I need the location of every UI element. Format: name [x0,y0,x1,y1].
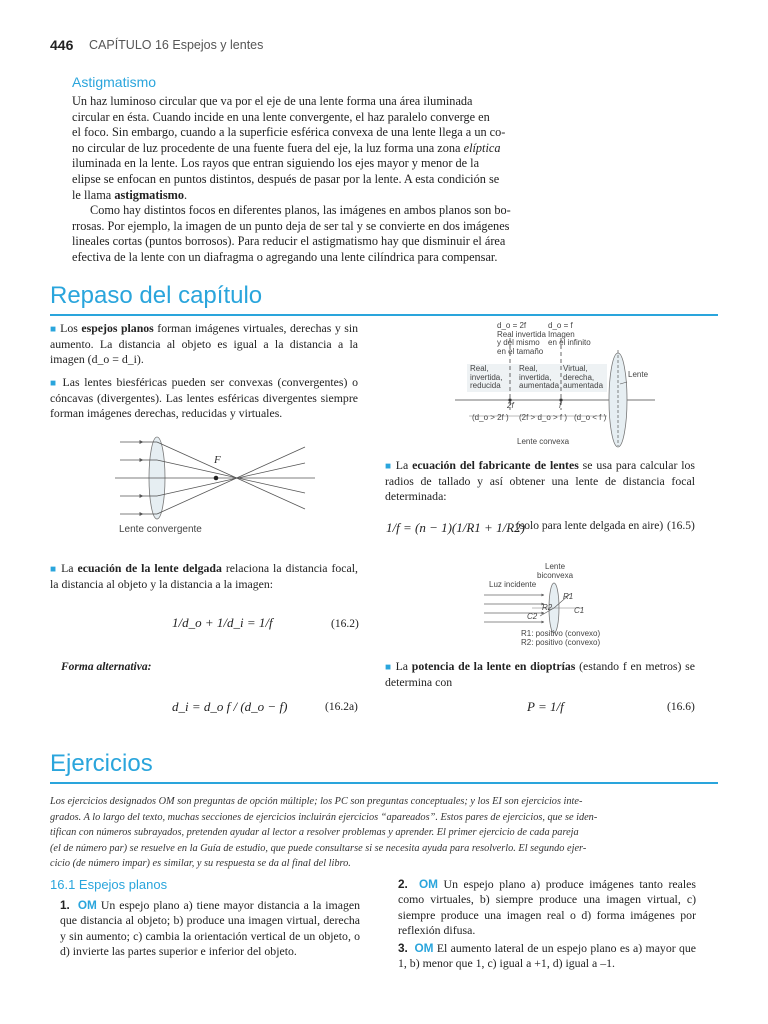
r2-sign-note: R2: positivo (convexo) [521,638,601,647]
astigmatism-paragraph-1: Un haz luminoso circular que va por el eje de una lente forma una área iluminada circular en ésta. Cuando incide en una lente convergente, el haz paralelo converge en el foco. Sin embargo, cuando a la superficie esférica convexa de una lente llega a un co- no circular de luz procedente de una fuente fuera del eje, la luz forma una zona elíptica iluminada en la lente. Los rayos que entran siguiendo los ejes mayor y menor de la elipse se enfocan en puntos distintos, después de pasar por la lente. A esta condición se le llama astigmatismo. [72,94,506,202]
bullet-lens-power: ■ La potencia de la lente en dioptrías (estando f en metros) se determina con [385,659,695,690]
bullet-icon: ■ [50,564,58,575]
exercises-heading: Ejercicios [50,750,153,777]
convex-lens-caption: Lente convexa [517,437,570,446]
equation-number-16-6: (16.6) [667,701,695,713]
running-header: CAPÍTULO 16 Espejos y lentes [89,38,264,52]
label-do-f: d_o = f Imagen en el infinito [548,321,591,347]
equation-number-16-2: (16.2) [331,618,359,630]
bullet-icon: ■ [50,324,57,335]
r1-label: R1 [563,592,574,601]
c1-label: C1 [574,606,585,615]
r1-sign-note: R1: positivo (convexo) [521,629,601,638]
mark-f: f [559,401,562,410]
exercises-rule [50,782,718,784]
review-rule [50,314,718,316]
bullet-icon: ■ [385,662,392,673]
bullet-lenses: ■ Las lentes biesféricas pueden ser convexas (convergentes) o cóncavas (divergentes). Las lentes esféricas divergentes siempre forman imágenes derechas, reducidas y virtuales. [50,375,358,420]
converging-lens-caption: Lente convergente [119,524,202,535]
equation-16-2: 1/d_o + 1/d_i = 1/f [172,615,273,630]
astigmatism-heading: Astigmatismo [72,74,157,90]
equation-16-2a: d_i = d_o f / (d_o − f) [172,699,288,714]
exercises-intro: Los ejercicios designados OM son preguntas de opción múltiple; los PC son preguntas conceptuales; y los EI son ejercicios inte- grados. A lo largo del texto, muchas secciones de ejercicios incluirán ejercicios “apareados”. Estos pares de ejercicios, que se iden- tifican con números subrayados, pretenden ayudar al lector a resolver problemas y aprender. El primer ejercicio de cada pareja (el de número par) se resuelve en la Guía de estudio, que puede consultarse si se necesita ayuda para resolverlo. El segundo ejer- cicio (de número impar) es similar, y su respuesta se da al final del libro. [50,796,598,870]
review-heading: Repaso del capítulo [50,282,263,309]
range-inside-f: (d_o < f ) [574,413,607,422]
exercise-2: 2. OM Un espejo plano a) produce imágenes tanto reales como virtuales, b) siempre produce una imagen virtual, c) siempre produce una imagen real o d) forma imágenes por reflexión difusa. [398,877,697,938]
focal-point-label: F [214,454,221,466]
exercise-1: 1. OM Un espejo plano a) tiene mayor distancia a la imagen que distancia al objeto; b) produce una imagen virtual, derecha y sin aumento; c) cambia la orientación vertical de un objeto, o d) invierte las partes superior e inferior del objeto. [60,898,361,959]
biconvex-title: Lente biconvexa [537,562,574,580]
alternative-form-label: Forma alternativa: [61,661,152,673]
range-beyond-2f: (d_o > 2f ) [472,413,509,422]
equation-number-16-2a: (16.2a) [325,701,358,713]
r2-label: R2 [542,603,553,612]
bullet-icon: ■ [385,461,392,472]
equation-number-16-5: (16.5) [667,520,695,532]
section-plane-mirrors: 16.1 Espejos planos [50,877,168,892]
incident-light-label: Luz incidente [489,580,537,589]
exercise-3: 3. OM El aumento lateral de un espejo plano es a) mayor que 1, b) menor que 1, c) igual a +1, d) igual a –1. [398,941,696,971]
region-virtual-enlarged: Virtual, derecha, aumentada [563,364,604,390]
astigmatism-paragraph-2: Como hay distintos focos en diferentes planos, las imágenes en ambos planos son bo- rrosas. Por ejemplo, la imagen de un punto deja de ser tal y se convierte en dos imágenes lineales cortas (puntos borrosos). Para reducir el astigmatismo hay que disminuir el área efectiva de la lente con un diafragma o agregando una lente cilíndrica para compensar. [72,203,511,264]
bullet-icon: ■ [50,378,58,389]
equation-16-6: P = 1/f [527,699,564,714]
c2-label: C2 [527,612,538,621]
mark-2f: 2f [507,401,514,410]
bullet-plane-mirrors: ■ Los espejos planos forman imágenes virtuales, derechas y sin aumento. La distancia al objeto es igual a la distancia a la imagen (d_o = d_i). [50,321,359,366]
region-real-enlarged: Real, invertida, aumentada [519,364,560,390]
region-real-reduced: Real, invertida, reducida [470,364,503,390]
bullet-thin-lens: ■ La ecuación de la lente delgada relaciona la distancia focal, la distancia al objeto y la distancia a la imagen: [50,561,358,592]
page-number: 446 [50,37,74,53]
equation-16-5: 1/f = (n − 1)(1/R1 + 1/R2) [386,520,525,535]
label-do-2f: d_o = 2f Real invertida y del mismo en el tamaño [497,321,546,356]
bullet-lensmaker: ■ La ecuación del fabricante de lentes se usa para calcular los radios de tallado y así obtener una lente de distancia focal determinada: [385,458,695,503]
range-between-f-2f: (2f > d_o > f ) [519,413,568,422]
lens-label: Lente [628,370,649,379]
equation-16-5-note: (solo para lente delgada en aire) [516,520,664,532]
